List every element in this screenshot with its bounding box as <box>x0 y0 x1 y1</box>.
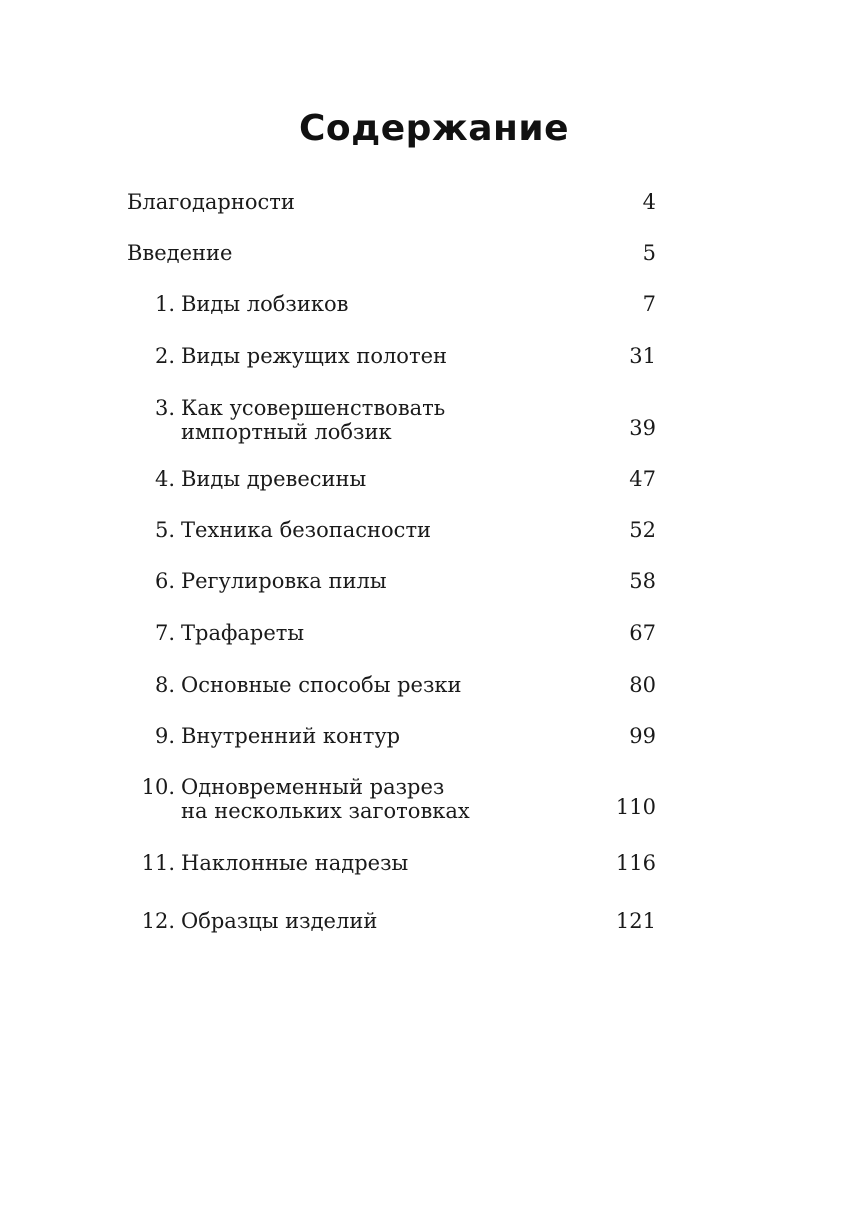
toc-entry-page: 116 <box>615 851 656 875</box>
toc-entry-number: 6. <box>154 569 175 593</box>
toc-entry-page: 52 <box>629 518 656 542</box>
toc-entry-number: 12. <box>141 909 175 933</box>
toc-entry-label-line-2: импортный лобзик <box>181 420 392 444</box>
toc-entry-number: 3. <box>154 396 175 420</box>
toc-entry-page: 121 <box>615 909 656 933</box>
toc-entry-label-line-2: на нескольких заготовках <box>181 799 470 823</box>
toc-entry-page: 99 <box>629 724 656 748</box>
toc-entry-number: 11. <box>141 851 175 875</box>
toc-entry-page: 110 <box>615 795 656 819</box>
toc-entry-page: 80 <box>629 673 656 697</box>
toc-entry-label-line-1: Как усовершенствовать <box>181 396 446 420</box>
toc-entry-page: 47 <box>629 467 656 491</box>
toc-entry-label: Благодарности <box>127 190 295 214</box>
toc-entry-label: Виды режущих полотен <box>181 344 447 368</box>
toc-entry-label: Внутренний контур <box>181 724 401 748</box>
toc-entry-label: Регулировка пилы <box>181 569 387 593</box>
toc-entry-number: 7. <box>154 621 175 645</box>
toc-entry-number: 4. <box>154 467 175 491</box>
toc-entry-number: 8. <box>154 673 175 697</box>
toc-entry-page: 4 <box>642 190 656 214</box>
toc-entry-number: 2. <box>154 344 175 368</box>
toc-entry-label: Виды древесины <box>181 467 367 491</box>
toc-entry-label: Трафареты <box>181 621 305 645</box>
toc-entry-label: Образцы изделий <box>181 909 378 933</box>
toc-entry-number: 1. <box>154 292 175 316</box>
toc-entry-label: Наклонные надрезы <box>181 851 409 875</box>
toc-entry-page: 7 <box>642 292 656 316</box>
toc-entry-page: 31 <box>629 344 656 368</box>
toc-entry-label: Основные способы резки <box>181 673 462 697</box>
toc-entry-number: 10. <box>141 775 175 799</box>
page-title: Содержание <box>298 108 570 149</box>
toc-entry-page: 5 <box>642 241 656 265</box>
toc-entry-number: 9. <box>154 724 175 748</box>
toc-entry-label: Виды лобзиков <box>181 292 349 316</box>
toc-entry-label: Введение <box>127 241 233 265</box>
toc-entry-page: 39 <box>629 416 656 440</box>
toc-entry-label: Техника безопасности <box>181 518 432 542</box>
toc-entry-page: 67 <box>629 621 656 645</box>
toc-entry-page: 58 <box>629 569 656 593</box>
toc-entry-number: 5. <box>154 518 175 542</box>
toc-entry-label-line-1: Одновременный разрез <box>181 775 445 799</box>
